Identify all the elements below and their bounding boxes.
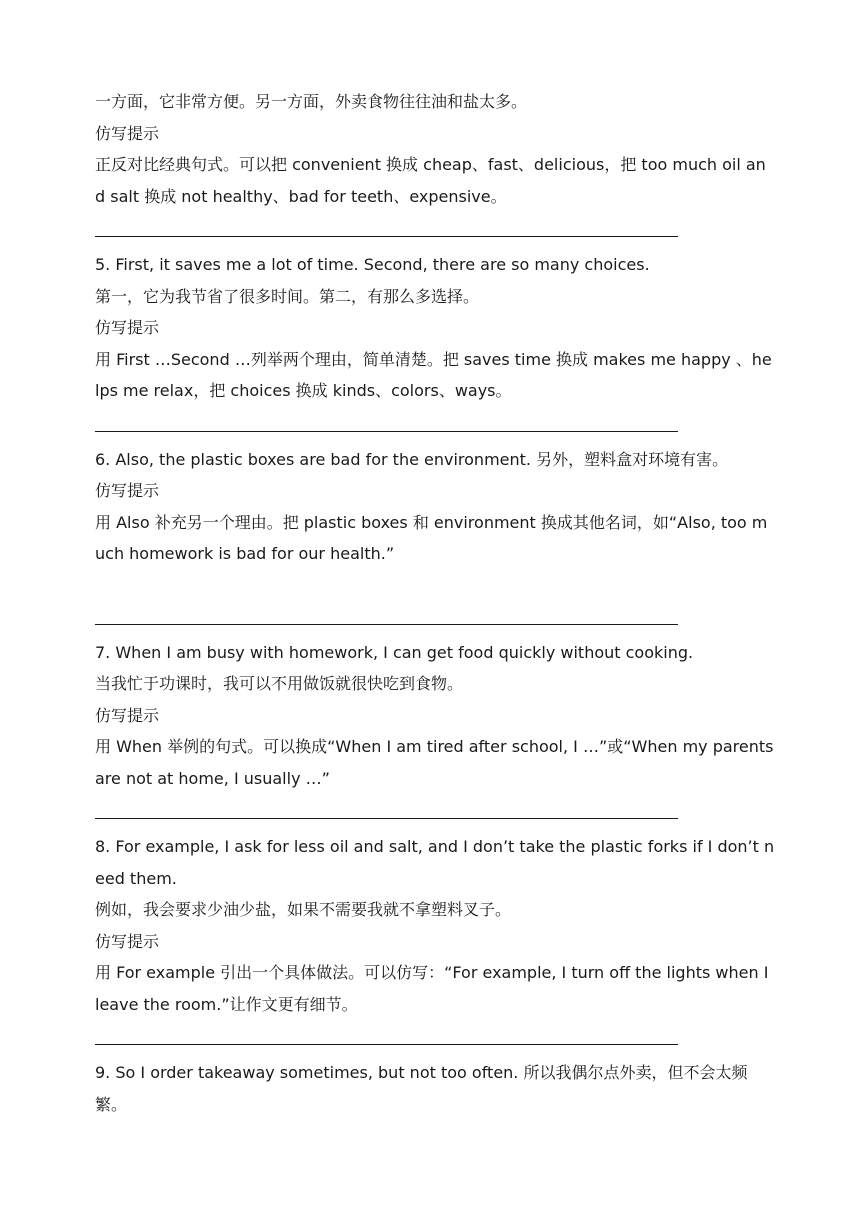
- item-6-hint: 用 Also 补充另一个理由。把 plastic boxes 和 environment 换成其他名词，如“Also, too much homework is bad for our health.”: [95, 512, 768, 563]
- item-9-english: 9. So I order takeaway sometimes, but not too often. 所以我偶尔点外卖，但不会太频繁。: [95, 1063, 748, 1114]
- item-8-chinese: 例如，我会要求少油少盐，如果不需要我就不拿塑料叉子。: [95, 900, 512, 919]
- intro-hint-label: 仿写提示: [95, 123, 160, 143]
- item-5-english: 5. First, it saves me a lot of time. Second, there are so many choices.: [95, 255, 650, 274]
- item-7-chinese: 当我忙于功课时，我可以不用做饭就很快吃到食物。: [95, 674, 464, 693]
- item-7-english: 7. When I am busy with homework, I can get food quickly without cooking.: [95, 642, 694, 662]
- item-5-hint-label: 仿写提示: [95, 318, 160, 337]
- item-6-english: 6. Also, the plastic boxes are bad for the environment. 另外，塑料盒对环境有害。: [95, 449, 729, 469]
- item-5-hint: 用 First …Second …列举两个理由，简单清楚。把 saves time 换成 makes me happy 、helps me relax，把 choices 换成 kinds、colors、ways。: [95, 349, 772, 400]
- item-6-hint-label: 仿写提示: [95, 481, 160, 500]
- item-8-hint-label: 仿写提示: [95, 931, 160, 951]
- item-5-chinese: 第一，它为我节省了很多时间。第二，有那么多选择。: [95, 286, 480, 306]
- intro-translation: 一方面，它非常方便。另一方面，外卖食物往往油和盐太多。: [95, 92, 528, 111]
- item-7-hint-label: 仿写提示: [95, 705, 160, 725]
- item-8-hint: 用 For example 引出一个具体做法。可以仿写：“For example, I turn off the lights when I leave the room.”让作文更有细节。: [95, 963, 769, 1014]
- item-8-english: 8. For example, I ask for less oil and salt, and I don’t take the plastic forks if I don’t need them.: [95, 837, 775, 888]
- intro-hint: 正反对比经典句式。可以把 convenient 换成 cheap、fast、delicious，把 too much oil and salt 换成 not healthy、bad for teeth、expensive。: [95, 155, 766, 206]
- item-7-hint: 用 When 举例的句式。可以换成“When I am tired after school, I …”或“When my parents are not at home, I usually …”: [95, 737, 774, 788]
- document-page: [95, 86, 775, 1120]
